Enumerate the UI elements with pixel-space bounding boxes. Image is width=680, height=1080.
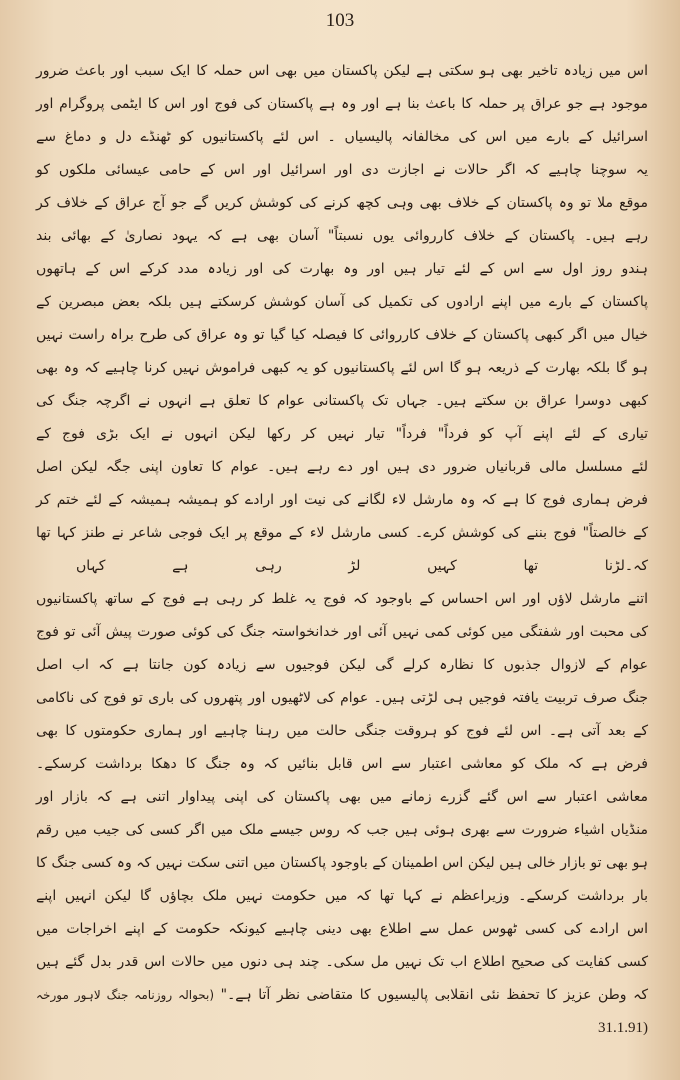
citation-date: 31.1.91)	[598, 1020, 648, 1036]
citation: (بحوالہ روزنامہ جنگ لاہور مورخہ	[36, 988, 215, 1002]
text-line: فرض ہماری فوج کا ہے کہ وہ مارشل لاء لگانے کی نیت اور ارادے کو ہمیشہ ہمیشہ کے لئے ختم کر	[36, 492, 648, 508]
page-body	[36, 55, 648, 1045]
text-line: معاشی اعتبار سے اس گئے گزرے زمانے میں بھی پاکستان کی اپنی پیداوار اتنی ہے کہ بازار اور	[36, 789, 648, 805]
text-line: عوام کے لازوال جذبوں کا نظارہ کرلے گی لیکن فوجیوں سے زیادہ کون جانتا ہے کہ اب اصل	[36, 657, 648, 673]
text-line: یہ سوچنا چاہیے کہ اگر حالات نے اجازت دی اور اسرائیل اور اس کے حامی عیسائی ملکوں کو	[36, 162, 648, 178]
verse-text: لڑنا تھا کہیں لڑ رہی ہے کہاں	[76, 558, 625, 574]
text-line: ہندو روز اول سے اس کے لئے تیار ہیں اور وہ بھارت کی اور زیادہ مدد کرکے اس کے ہاتھوں	[36, 261, 648, 277]
text-line: اسرائیل کے بارے میں اس کی مخالفانہ پالیسیاں ۔ اس لئے پاکستانیوں کو ٹھنڈے دل و دماغ سے	[36, 129, 648, 145]
text-line: کے خالصتاً" فوج بننے کی کوشش کرے۔ کسی مارشل لاء کے موقع پر ایک فوجی شاعر نے طنز کہا تھا	[36, 525, 648, 541]
text-line: ہو گا بلکہ بھارت کے ذریعہ ہو گا اس لئے پاکستانیوں کو یہ کبھی فراموش نہیں کرنا چاہیے کہ وہ بھی	[36, 360, 648, 376]
text-line: ہو بھی تو بازار خالی ہیں لیکن اس اطمینان کے باوجود پاکستان میں اتنی سکت نہیں کہ وہ کسی جنگ کا	[36, 855, 648, 871]
text-line: تیاری کے لئے اپنے آپ کو فرداً" فرداً" تیار نہیں کر رکھا لیکن انہوں نے ایک بڑی فوج کے	[36, 426, 648, 442]
text-line: بار برداشت کرسکے۔ وزیراعظم نے کہا تھا کہ میں حکومت نہیں ملک بچاؤں گا لیکن انہیں اپنے	[36, 888, 648, 904]
text-line: اتنے مارشل لاؤں اور اس احساس کے باوجود کہ فوج یہ غلط کر رہی ہے فوج کے ساتھ پاکستانیوں	[36, 591, 648, 607]
verse-line	[36, 550, 648, 583]
text-line: اس ارادے کی کسی ٹھوس عمل سے اطلاع بھی دینی چاہیے کیونکہ حکومت کے اپنے اخراجات میں	[36, 921, 648, 937]
text-line: پاکستان کے بارے میں اپنے ارادوں کی تکمیل کی آسان کوشش کرسکتے ہیں بلکہ بعض مبصرین کے	[36, 294, 648, 310]
text-line: موقع ملا تو وہ پاکستان کے خلاف بھی وہی کچھ کرنے کی کوشش کریں گے جو آج عراق کے خلاف کر	[36, 195, 648, 211]
text-line: جنگ صرف تربیت یافتہ فوجیں ہی لڑتی ہیں۔ عوام کی لاٹھیوں اور پتھروں کی باری تو فوج کی ناکامی	[36, 690, 648, 706]
text-line: کبھی دوسرا عراق بن سکتے ہیں۔ جہاں تک پاکستانی عوام کا تعلق ہے انہوں نے اگرچہ جنگ کی	[36, 393, 648, 409]
text-line: کے بعد آتی ہے۔ اس لئے فوج کو ہروقت جنگی حالت میں رہنا چاہیے اور ہماری حکومتوں کا بھی	[36, 723, 648, 739]
text-line: کسی کفایت کی صحیح اطلاع اب تک نہیں مل سکی۔ چند ہی دنوں میں حالات اس قدر بدل گئے ہیں	[36, 954, 648, 970]
page-number: 103	[325, 10, 355, 31]
text-line: منڈیاں اشیاء ضرورت سے بھری ہوئی ہیں جب کہ روس جیسے ملک میں اگر کسی کی جیب میں رقم	[36, 822, 648, 838]
closing-text: کہ وطن عزیز کا تحفظ نئی انقلابی پالیسیوں کا متقاضی نظر آتا ہے۔"	[220, 987, 648, 1003]
text-line: لئے مسلسل مالی قربانیاں ضرور دی ہیں اور دے رہے ہیں۔ عوام کا تعاون اپنی جگہ لیکن اصل	[36, 459, 648, 475]
closing-line	[36, 979, 648, 1045]
text-line: موجود ہے جو عراق پر حملہ کا باعث بنا ہے اور وہ ہے پاکستان کی فوج اور اس کا ایٹمی پروگرام اور	[36, 96, 648, 112]
text-line: رہے ہیں۔ پاکستان کے خلاف کارروائی یوں نسبتاً" آسان بھی ہے کہ یہود نصاریٰ کے بھائی بند	[36, 228, 648, 244]
text-line: کی محبت اور شفتگی میں کوئی کمی نہیں آئی اور خدانخواستہ جنگ کی کوئی صورت پیش آئی تو فوج	[36, 624, 648, 640]
verse-lead: کہ۔	[624, 558, 648, 574]
text-line: خیال میں اگر کبھی پاکستان کے خلاف کارروائی کا فیصلہ کیا گیا تو وہ عراق کی طرح براہ راست نہیں	[36, 327, 648, 343]
text-line: فرض ہے کہ ملک کو معاشی اعتبار سے اس قابل بنائیں کہ وہ جنگ کا دھکا برداشت کرسکے۔	[36, 756, 648, 772]
text-line: اس میں زیادہ تاخیر بھی ہو سکتی ہے لیکن پاکستان میں بھی اس حملہ کا ایک سبب اور باعث ضرور	[36, 63, 648, 79]
